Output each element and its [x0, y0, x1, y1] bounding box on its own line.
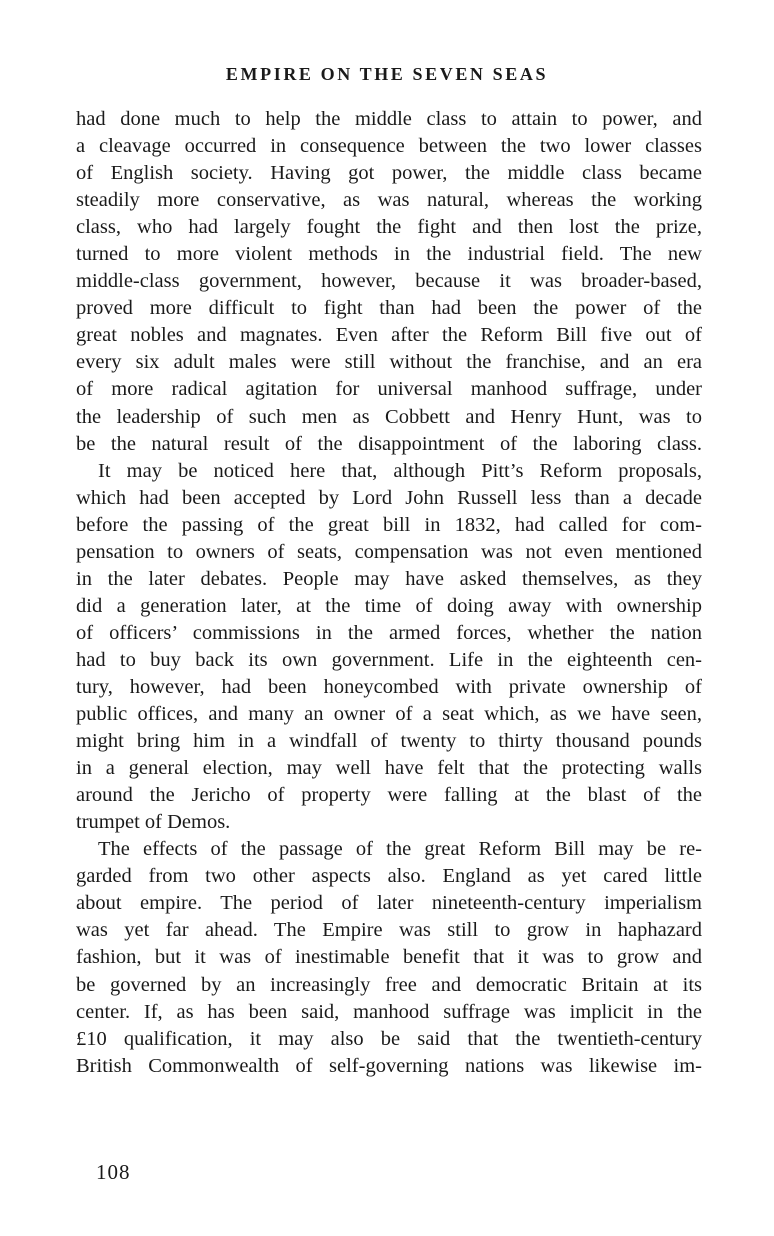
text-line: which had been accepted by Lord John Russell less than a decade — [76, 486, 702, 509]
text-line: public offices, and many an owner of a seat which, as we have seen, — [76, 703, 702, 726]
body-text — [76, 106, 702, 1080]
text-line: be governed by an increasingly free and democratic Britain at its — [76, 973, 702, 996]
text-line: great nobles and magnates. Even after the Reform Bill five out of — [76, 324, 702, 347]
text-line: might bring him in a windfall of twenty to thirty thousand pounds — [76, 730, 702, 753]
text-line: the leadership of such men as Cobbett and Henry Hunt, was to — [76, 405, 702, 428]
running-head: EMPIRE ON THE SEVEN SEAS — [225, 64, 549, 84]
text-line: £10 qualification, it may also be said that the twentieth-century — [76, 1027, 702, 1050]
text-line: The effects of the passage of the great Reform Bill may be re- — [98, 838, 702, 861]
text-line: in the later debates. People may have asked themselves, as they — [76, 567, 702, 590]
text-line: around the Jericho of property were falling at the blast of the — [76, 784, 702, 807]
text-line: be the natural result of the disappointment of the laboring class. — [76, 432, 702, 455]
text-line: was yet far ahead. The Empire was still to grow in haphazard — [76, 919, 702, 942]
text-line: proved more difficult to fight than had been the power of the — [76, 297, 702, 320]
text-line: had to buy back its own government. Life in the eighteenth cen- — [76, 648, 702, 671]
text-line: every six adult males were still without the franchise, and an era — [76, 351, 702, 374]
text-line: of more radical agitation for universal manhood suffrage, under — [76, 378, 702, 401]
text-line: fashion, but it was of inestimable benefit that it was to grow and — [76, 946, 702, 969]
text-line: trumpet of Demos. — [76, 811, 231, 834]
text-line: of English society. Having got power, the middle class became — [76, 162, 702, 185]
paragraph-3 — [76, 836, 702, 1079]
text-line: a cleavage occurred in consequence between the two lower classes — [76, 135, 702, 158]
text-line: tury, however, had been honeycombed with private ownership of — [76, 675, 702, 698]
text-line: pensation to owners of seats, compensation was not even mentioned — [76, 540, 702, 563]
text-line: It may be noticed here that, although Pitt’s Reform proposals, — [98, 459, 702, 482]
paragraph-1 — [76, 106, 702, 458]
paragraph-2 — [76, 458, 702, 837]
text-line: did a generation later, at the time of doing away with ownership — [76, 594, 702, 617]
text-line: middle-class government, however, because it was broader-based, — [76, 270, 702, 293]
text-line: center. If, as has been said, manhood suffrage was implicit in the — [76, 1000, 702, 1023]
text-line: of officers’ commissions in the armed forces, whether the nation — [76, 621, 702, 644]
text-line: about empire. The period of later nineteenth-century imperialism — [76, 892, 702, 915]
text-line: class, who had largely fought the fight and then lost the prize, — [76, 216, 702, 239]
text-line: had done much to help the middle class to attain to power, and — [76, 108, 702, 130]
text-line: British Commonwealth of self-governing nations was likewise im- — [76, 1054, 702, 1077]
text-line: garded from two other aspects also. England as yet cared little — [76, 865, 702, 888]
text-line: before the passing of the great bill in 1832, had called for com- — [76, 513, 702, 536]
text-line: steadily more conservative, as was natural, whereas the working — [76, 189, 702, 212]
page-number: 108 — [96, 1160, 131, 1184]
text-line: in a general election, may well have felt that the protecting walls — [76, 757, 702, 780]
text-line: turned to more violent methods in the industrial field. The new — [76, 243, 702, 266]
